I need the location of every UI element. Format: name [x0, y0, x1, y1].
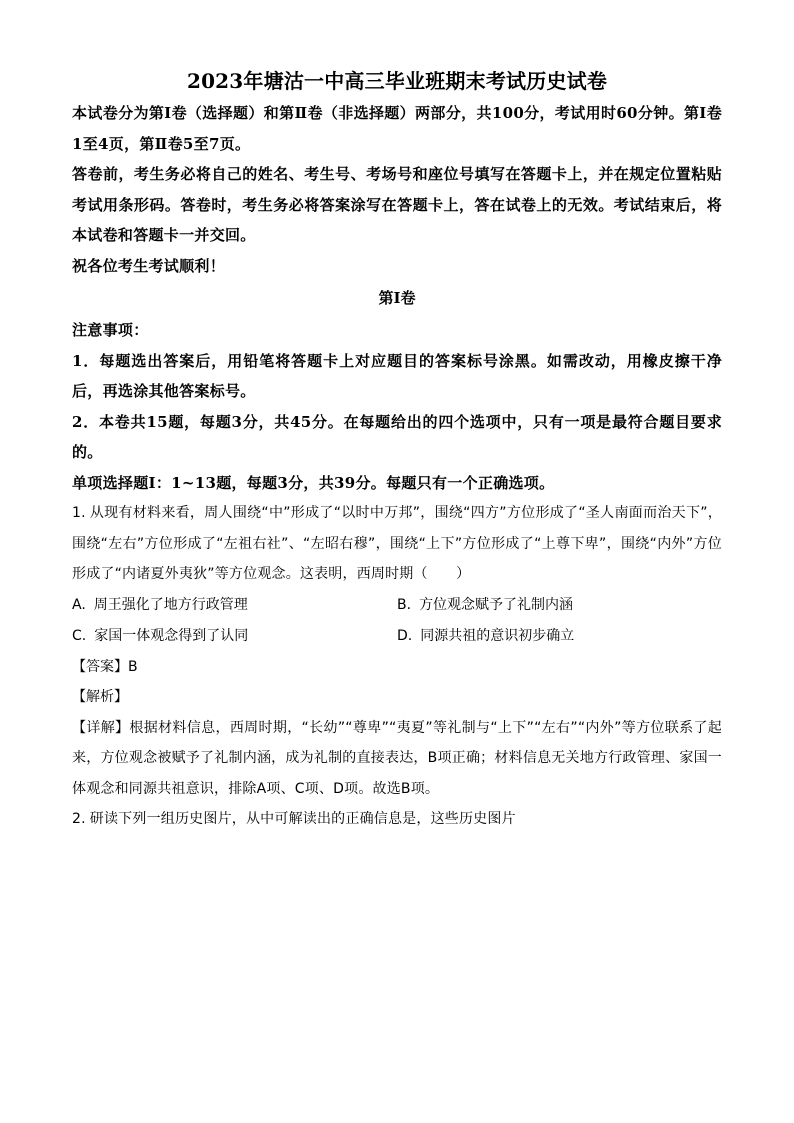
note-item-2: 2．本卷共15题，每题3分，共45分。在每题给出的四个选项中，只有一项是最符合题目要求的。: [72, 412, 722, 461]
option-a-text: 周王强化了地方行政管理: [93, 596, 248, 613]
notes-heading: 注意事项：: [72, 321, 149, 339]
option-c-text: 家国一体观念得到了认同: [94, 627, 249, 644]
note-item-1: 1．每题选出答案后，用铅笔将答题卡上对应题目的答案标号涂黑。如需改动，用橡皮擦干净后，再选涂其他答案标号。: [72, 351, 722, 400]
option-b-text: 方位观念赋予了礼制内涵: [419, 596, 574, 613]
detail-explanation: 【详解】根据材料信息，西周时期，“长幼”“尊卑”“夷夏”等礼制与“上下”“左右”“内外”等方位联系了起来，方位观念被赋予了礼制内涵，成为礼制的直接表达，B项正确；材料信息无关地方行政管理、家国一体观念和同源共祖意识，排除A项、C项、D项。故选B项。: [72, 719, 722, 797]
question-2-number: 2.: [72, 811, 86, 827]
option-d-label: D.: [397, 627, 413, 644]
section-title: 第Ⅰ卷: [378, 289, 416, 307]
question-1-number: 1.: [72, 505, 86, 521]
question-1-text: 从现有材料来看，周人围绕“中”形成了“以时中万邦”，围绕“四方”方位形成了“圣人南面而治天下”，围绕“左右”方位形成了“左祖右社”、“左昭右穆”，围绕“上下”方位形成了“上尊下卑”，围绕“内外”方位形成了“内诸夏外夷狄”等方位观念。这表明，西周时期（ ）: [72, 505, 722, 582]
option-b: [397, 590, 722, 621]
question-2-stem: [72, 804, 722, 835]
option-a: [72, 590, 397, 621]
option-c: [72, 621, 397, 652]
intro-paragraph-3: 祝各位考生考试顺利！: [72, 256, 226, 275]
exam-title: 2023年塘沽一中高三毕业班期末考试历史试卷: [186, 69, 608, 93]
analysis-label: 【解析】: [72, 689, 128, 705]
answer-label: 【答案】B: [72, 658, 138, 675]
intro-paragraph-2: 答卷前，考生务必将自己的姓名、考生号、考场号和座位号填写在答题卡上，并在规定位置粘贴考试用条形码。答卷时，考生务必将答案涂写在答题卡上，答在试卷上的无效。考试结束后，将本试卷和答题卡一并交回。: [72, 165, 722, 244]
intro-paragraph-1: 本试卷分为第Ⅰ卷（选择题）和第Ⅱ卷（非选择题）两部分，共100分，考试用时60分钟。第Ⅰ卷1至4页，第Ⅱ卷5至7页。: [72, 104, 722, 153]
option-c-label: C.: [72, 627, 87, 644]
option-b-label: B.: [397, 596, 412, 613]
exam-page: [72, 66, 722, 835]
option-a-label: A.: [72, 596, 86, 613]
question-2-text: 研读下列一组历史图片，从中可解读出的正确信息是，这些历史图片: [89, 811, 516, 827]
question-1-stem: [72, 498, 722, 590]
part-heading: 单项选择题Ⅰ：1~13题，每题3分，共39分。每题只有一个正确选项。: [72, 473, 555, 492]
question-1-options: [72, 590, 722, 652]
option-d-text: 同源共祖的意识初步确立: [420, 627, 575, 644]
option-d: [397, 621, 722, 652]
